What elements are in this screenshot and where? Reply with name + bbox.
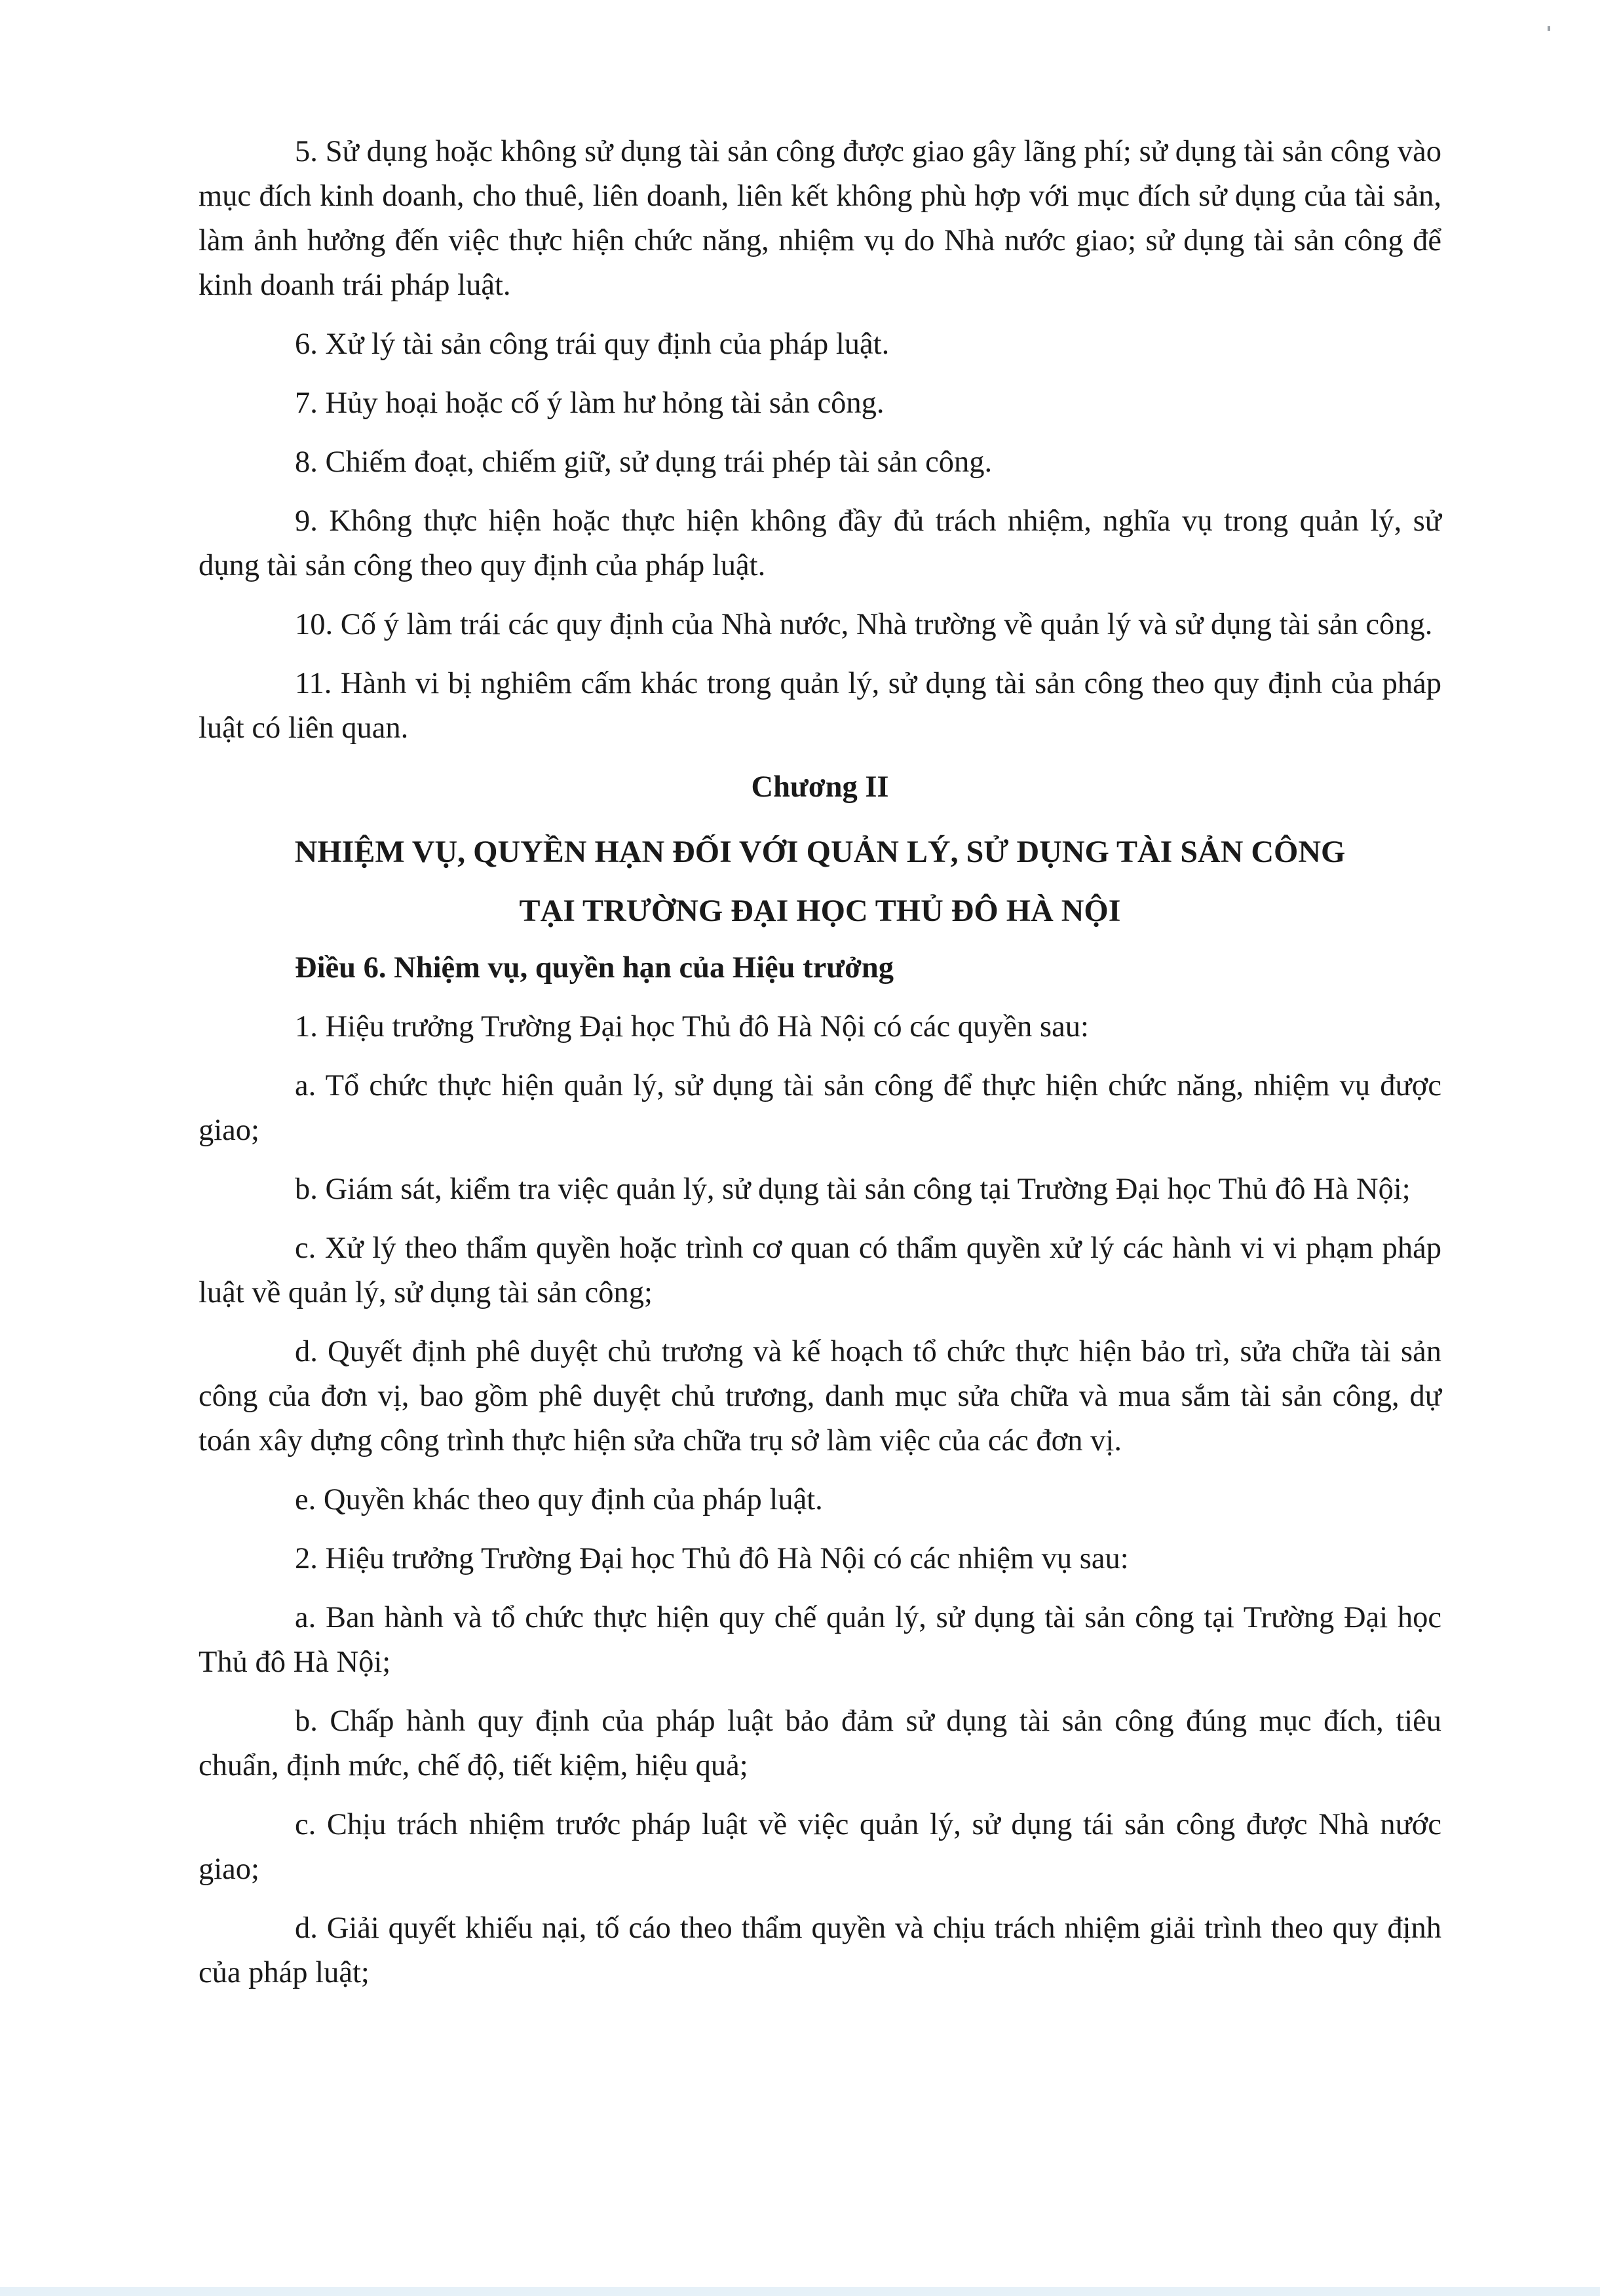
- clause-1-item-c: c. Xử lý theo thẩm quyền hoặc trình cơ quan có thẩm quyền xử lý các hành vi vi phạm pháp luật về quản lý, sử dụng tài sản công;: [199, 1232, 1441, 1309]
- clause-2-item-a: a. Ban hành và tổ chức thực hiện quy chế quản lý, sử dụng tài sản công tại Trường Đại học Thủ đô Hà Nội;: [199, 1601, 1441, 1679]
- scan-edge-band: [0, 2287, 1600, 2296]
- item-10: 10. Cố ý làm trái các quy định của Nhà nước, Nhà trường về quản lý và sử dụng tài sản công.: [295, 608, 1433, 641]
- chapter-title-line-2: TẠI TRƯỜNG ĐẠI HỌC THỦ ĐÔ HÀ NỘI: [519, 894, 1121, 928]
- item-7: 7. Hủy hoại hoặc cố ý làm hư hỏng tài sản công.: [295, 386, 885, 420]
- chapter-label: Chương II: [751, 770, 889, 804]
- clause-1-intro: 1. Hiệu trưởng Trường Đại học Thủ đô Hà Nội có các quyền sau:: [295, 1010, 1089, 1044]
- item-8: 8. Chiếm đoạt, chiếm giữ, sử dụng trái phép tài sản công.: [295, 445, 993, 479]
- item-11: 11. Hành vi bị nghiêm cấm khác trong quản lý, sử dụng tài sản công theo quy định của pháp luật có liên quan.: [199, 667, 1441, 745]
- page-content: [199, 130, 1441, 2010]
- clause-2-item-c: c. Chịu trách nhiệm trước pháp luật về việc quản lý, sử dụng tái sản công được Nhà nước giao;: [199, 1808, 1441, 1886]
- clause-1-item-a: a. Tổ chức thực hiện quản lý, sử dụng tài sản công để thực hiện chức năng, nhiệm vụ được giao;: [199, 1069, 1441, 1147]
- clause-1-item-e: e. Quyền khác theo quy định của pháp luật.: [295, 1483, 823, 1516]
- scan-speck: [1548, 26, 1550, 31]
- clause-2-item-b: b. Chấp hành quy định của pháp luật bảo đảm sử dụng tài sản công đúng mục đích, tiêu chuẩn, định mức, chế độ, tiết kiệm, hiệu quả;: [199, 1704, 1441, 1782]
- item-9: 9. Không thực hiện hoặc thực hiện không đầy đủ trách nhiệm, nghĩa vụ trong quản lý, sử dụng tài sản công theo quy định của pháp luật.: [199, 504, 1441, 582]
- clause-2-item-d: d. Giải quyết khiếu nại, tố cáo theo thẩm quyền và chịu trách nhiệm giải trình theo quy định của pháp luật;: [199, 1911, 1441, 1989]
- clause-2-intro: 2. Hiệu trưởng Trường Đại học Thủ đô Hà Nội có các nhiệm vụ sau:: [295, 1542, 1129, 1575]
- item-6: 6. Xử lý tài sản công trái quy định của pháp luật.: [295, 328, 890, 361]
- clause-1-item-b: b. Giám sát, kiểm tra việc quản lý, sử dụng tài sản công tại Trường Đại học Thủ đô Hà Nội;: [295, 1173, 1411, 1206]
- clause-1-item-d: d. Quyết định phê duyệt chủ trương và kế hoạch tổ chức thực hiện bảo trì, sửa chữa tài sản công của đơn vị, bao gồm phê duyệt chủ trương, danh mục sửa chữa và mua sắm tài sản công, dự toán xây dựng công trình thực hiện sửa chữa trụ sở làm việc của các đơn vị.: [199, 1335, 1441, 1458]
- article-6-heading: Điều 6. Nhiệm vụ, quyền hạn của Hiệu trưởng: [295, 951, 894, 985]
- chapter-title-line-1: NHIỆM VỤ, QUYỀN HẠN ĐỐI VỚI QUẢN LÝ, SỬ DỤNG TÀI SẢN CÔNG: [294, 835, 1346, 869]
- item-5: 5. Sử dụng hoặc không sử dụng tài sản công được giao gây lãng phí; sử dụng tài sản công vào mục đích kinh doanh, cho thuê, liên doanh, liên kết không phù hợp với mục đích sử dụng của tài sản, làm ảnh hưởng đến việc thực hiện chức năng, nhiệm vụ do Nhà nước giao; sử dụng tài sản công để kinh doanh trái pháp luật.: [199, 135, 1441, 302]
